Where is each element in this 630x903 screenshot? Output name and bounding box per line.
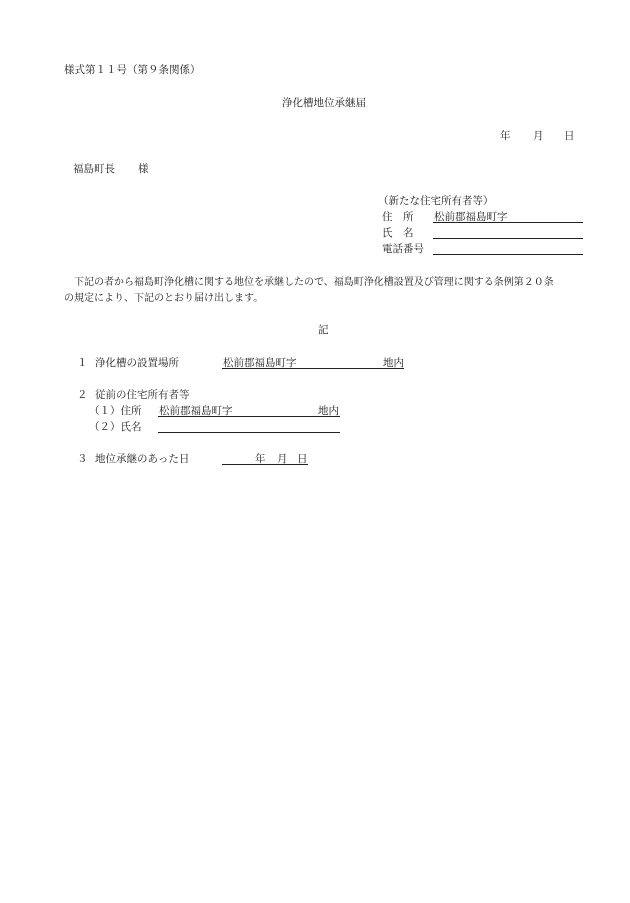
applicant-address-field[interactable]: 松前郡福島町字: [434, 211, 508, 223]
item-3-month-label: 月: [277, 453, 288, 465]
item-2-label: 従前の住宅所有者等: [95, 389, 190, 401]
date-year-label: 年: [500, 130, 511, 142]
applicant-name-underline: [433, 238, 583, 239]
item-1-number: １: [77, 357, 88, 369]
date-month-label: 月: [533, 130, 544, 142]
item-3-label: 地位承継のあった日: [95, 453, 190, 465]
item-3-date-underline[interactable]: [222, 464, 308, 465]
item-1-underline: [222, 368, 404, 369]
item-2-address-suffix: 地内: [318, 405, 339, 417]
item-3-year-label: 年: [255, 453, 266, 465]
document-title: 浄化槽地位承継届: [282, 97, 366, 109]
item-2-address-underline: [158, 416, 340, 417]
applicant-address-label: 住 所: [382, 211, 414, 223]
applicant-heading: （新たな住宅所有者等）: [378, 195, 494, 207]
body-line-2: の規定により、下記のとおり届け出します。: [64, 293, 264, 304]
item-3-day-label: 日: [297, 453, 308, 465]
applicant-address-underline: [433, 222, 583, 223]
item-1-suffix: 地内: [383, 357, 404, 369]
item-2-address-field[interactable]: 松前郡福島町字: [159, 405, 233, 417]
addressee-honorific: 様: [138, 163, 149, 175]
ki-marker: 記: [318, 324, 329, 336]
item-2-name-label: （２）氏名: [89, 421, 142, 433]
item-2-number: ２: [77, 389, 88, 401]
item-1-value-field[interactable]: 松前郡福島町字: [223, 357, 297, 369]
form-number: 様式第１１号（第９条関係）: [64, 64, 201, 76]
applicant-phone-label: 電話番号: [382, 243, 424, 255]
addressee-name: 福島町長: [73, 163, 115, 175]
item-3-number: ３: [77, 453, 88, 465]
item-1-label: 浄化槽の設置場所: [95, 357, 179, 369]
body-line-1: 下記の者から福島町浄化槽に関する地位を承継したので、福島町浄化槽設置及び管理に関する条例第２０条: [74, 277, 554, 288]
item-2-name-underline: [158, 432, 340, 433]
applicant-phone-underline: [433, 254, 583, 255]
item-2-address-label: （１）住所: [89, 405, 142, 417]
applicant-name-label: 氏 名: [382, 227, 414, 239]
date-day-label: 日: [564, 130, 575, 142]
